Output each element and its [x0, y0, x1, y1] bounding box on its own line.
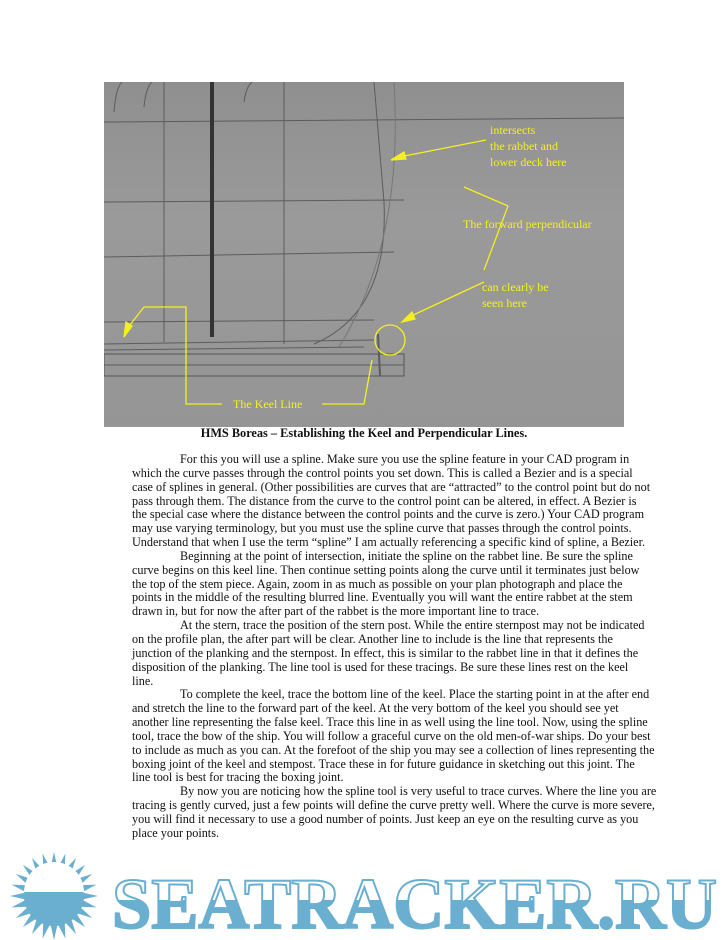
sun-icon [10, 852, 98, 940]
text-line: the top of the stem piece. Again, zoom in as much as possible on your plan photograph and place the [132, 576, 623, 591]
paragraph [132, 452, 651, 550]
annotation-clearly-seen-2: seen here [482, 296, 527, 310]
text-line: pass through them. The distance from the curve to the control point can be altered, in effect. A Bezier is [132, 493, 637, 508]
text-line: to include as much as you can. At the forefoot of the ship you may see a collection of lines representing the [132, 742, 655, 757]
text-line: junction of the planking and the sternpost. In effect, this is similar to the rabbet line in that it defines the [132, 645, 639, 660]
text-line: disposition of the planking. The line tool is used for these tracings. Be sure these lines rest on the keel [132, 659, 629, 674]
annotation-forward-perpendicular: The forward perpendicular [463, 217, 592, 231]
text-line: which the curve passes through the control points you set down. This is called a Bezier and is a special [132, 465, 633, 480]
text-line: the special case where the distance between the control points and the curve is zero.) Your CAD program [132, 507, 645, 522]
text-line: on the profile plan, the after part will be clear. Another line to include is the line that represents the [132, 631, 613, 646]
text-line: drawn in, but for now the after part of the rabbet is the more important line to trace. [132, 604, 540, 619]
annotation-intersects-2: the rabbet and [490, 139, 558, 153]
text-line: case of splines in general. (Other possibilities are curves that are “attracted” to the control point but do not [132, 479, 651, 494]
ship-plan-photo [104, 82, 624, 427]
figure-caption: HMS Boreas – Establishing the Keel and Perpendicular Lines. [200, 426, 528, 440]
text-line: For this you will use a spline. Make sure you use the spline feature in your CAD program in [180, 452, 630, 466]
text-line: By now you are noticing how the spline tool is very useful to trace curves. Where the line you are [180, 784, 657, 799]
text-line: boxing joint of the keel and stempost. Trace these in for future guidance in sketching out this joint. The [132, 756, 635, 771]
text-line: place your points. [132, 825, 219, 840]
annotation-clearly-seen-1: can clearly be [482, 280, 549, 294]
text-line: Understand that when I use the term “spline” I am actually referencing a specific kind of spline, a Bezier. [132, 535, 646, 550]
text-line: you will find it necessary to use a good number of points. Just keep an eye on the resulting curve as you [132, 811, 639, 826]
annotation-keel-line: The Keel Line [233, 397, 303, 411]
paragraph [132, 618, 645, 688]
watermark-text: SEATRACKER.RU [112, 864, 717, 940]
body-text [132, 452, 657, 841]
text-line: points in the middle of the resulting blurred line. Eventually you will want the entire rabbet at the stem [132, 590, 633, 605]
paragraph [132, 784, 657, 840]
text-line: curve begins on this keel line. Then continue setting points along the curve until it terminates just below [132, 562, 640, 577]
text-line: To complete the keel, trace the bottom line of the keel. Place the starting point in at the after end [180, 687, 650, 702]
text-line: and stretch the line to the forward part of the keel. At the very bottom of the keel you should see yet [132, 701, 619, 716]
seatracker-watermark [0, 848, 728, 940]
paragraph [132, 687, 655, 785]
text-line: line tool is best for tracing the boxing joint. [132, 770, 344, 785]
text-line: line. [132, 673, 154, 688]
annotation-intersects-1: intersects [490, 123, 536, 137]
text-line: At the stern, trace the position of the stern post. While the entire sternpost may not be indicated [180, 618, 645, 633]
annotation-intersects-3: lower deck here [490, 155, 567, 169]
text-line: another line representing the false keel. Trace this line in as well using the line tool. Now, using the spline [132, 715, 648, 730]
text-line: tool, trace the bow of the ship. You will follow a graceful curve on the old men-of-war ships. Do your best [132, 728, 651, 743]
text-line: tracing is gently curved, just a few points will define the curve pretty well. Where the curve is more severe, [132, 798, 655, 813]
text-line: Beginning at the point of intersection, initiate the spline on the rabbet line. Be sure the spline [180, 548, 633, 563]
paragraph [132, 548, 640, 619]
text-line: may use varying terminology, but you must use the spline curve that passes through the control points. [132, 521, 632, 536]
